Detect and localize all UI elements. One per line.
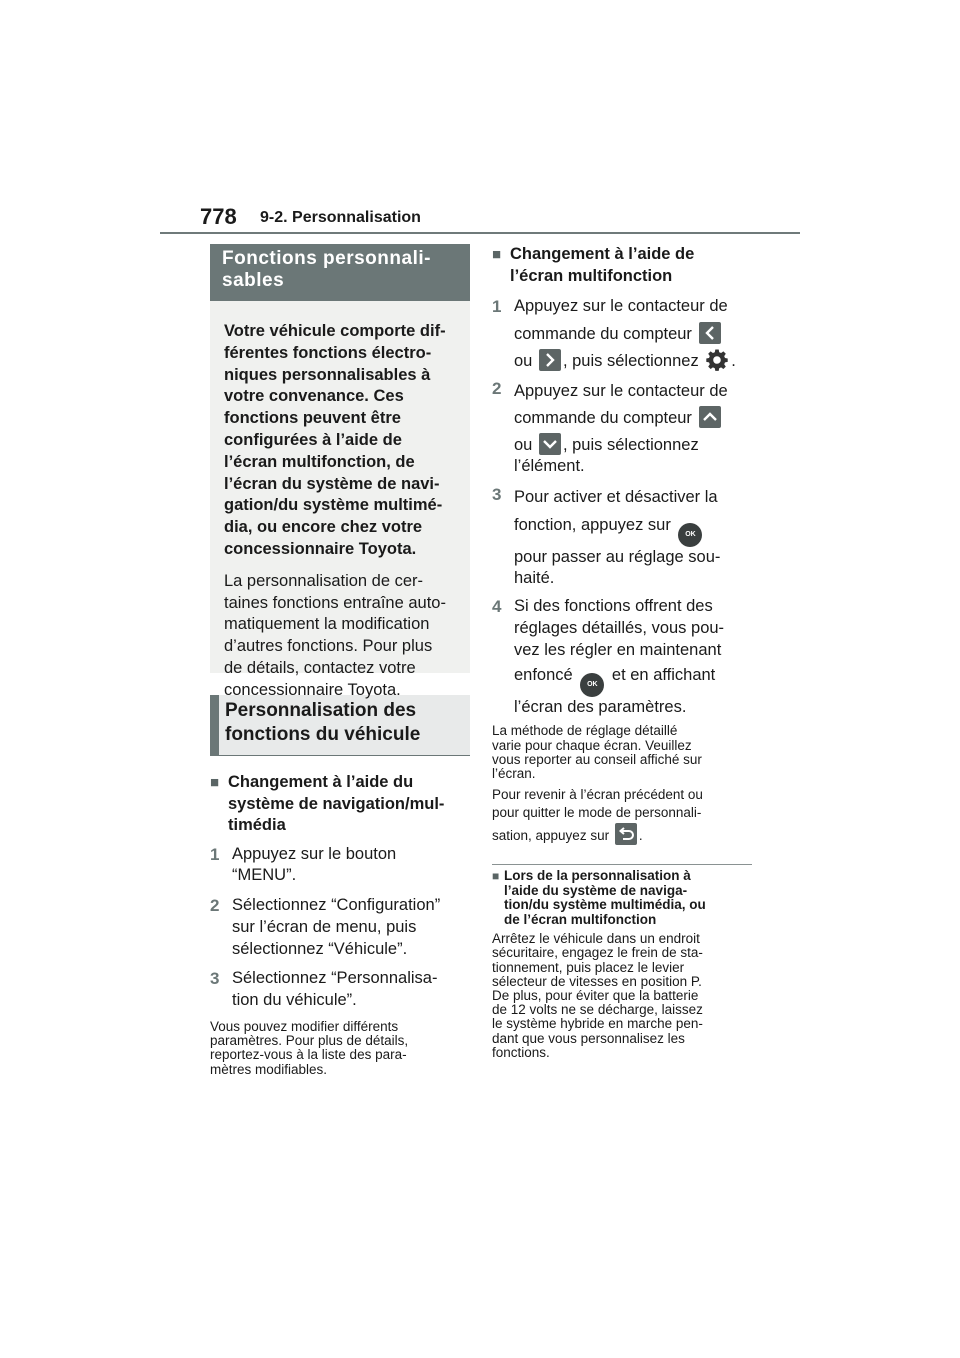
- text-line: matiquement la modification: [224, 615, 430, 634]
- text-line: de l’écran multifonction: [504, 911, 657, 927]
- functions-title: [210, 244, 470, 301]
- text-line: concessionnaire Toyota.: [224, 680, 401, 699]
- text-line: Sélectionnez “Personnalisa-: [232, 969, 438, 988]
- functions-title-line: Fonctions personnali-: [222, 248, 431, 269]
- functions-title-line: sables: [222, 270, 285, 291]
- step-number: 1: [492, 297, 502, 316]
- text-line: fonctions peuvent être: [224, 409, 401, 428]
- back-arrow-icon: [615, 823, 637, 845]
- text-line: dant que vous personnalisez les: [492, 1030, 685, 1046]
- text-line: sécuritaire, engagez le frein de sta-: [492, 945, 703, 961]
- text-line: tion/du système multimédia, ou: [504, 897, 706, 913]
- text-line: , puis sélectionnez: [562, 435, 699, 454]
- text-line: Sélectionnez “Configuration”: [232, 896, 441, 915]
- step-text: [514, 293, 736, 376]
- multi-note-1: [492, 724, 752, 781]
- text-line: sélecteur de vitesses en position P.: [492, 973, 702, 989]
- text-line: vous reporter au conseil affiché sur: [492, 751, 702, 767]
- text-line: votre convenance. Ces: [224, 387, 404, 406]
- multi-block-heading: [492, 244, 752, 287]
- text-line: sélectionnez “Véhicule”.: [232, 939, 408, 958]
- text-line: férentes fonctions électro-: [224, 343, 432, 362]
- heading-text: [510, 244, 694, 287]
- text-line: paramètres. Pour plus de détails,: [210, 1033, 409, 1049]
- text-line: Appuyez sur le contacteur de: [514, 381, 728, 400]
- text-line: gation/du système multimé-: [224, 496, 443, 515]
- step-number: 1: [210, 844, 220, 864]
- text-line: , puis sélectionnez: [562, 352, 699, 370]
- text-line: dia, ou encore chez votre: [224, 518, 423, 537]
- text-line: La méthode de réglage détaillé: [492, 723, 678, 739]
- text-line: commande du compteur: [514, 409, 692, 427]
- text-line: Si des fonctions offrent des: [514, 597, 713, 616]
- text-line: l’écran du système de navi-: [224, 474, 440, 493]
- intro-bold: [224, 321, 456, 561]
- text-line: fonction, appuyez sur: [514, 515, 671, 534]
- text-line: l’écran des paramètres.: [514, 697, 687, 716]
- heading-text: [504, 869, 706, 927]
- step-number: 2: [210, 896, 220, 916]
- step-text: [232, 895, 440, 960]
- text-line: Appuyez sur le contacteur de: [514, 297, 728, 315]
- text-line: commande du compteur: [514, 324, 692, 343]
- ok-button-icon: OK: [678, 523, 702, 547]
- text-line: taines fonctions entraîne auto-: [224, 593, 446, 612]
- text-line: l’écran multifonction: [510, 266, 673, 285]
- text-line: l’aide du système de naviga-: [504, 882, 688, 898]
- page-number: 778: [200, 204, 237, 229]
- caution-body: [492, 932, 752, 1060]
- text-line: réglages détaillés, vous pou-: [514, 618, 725, 637]
- text-line: ou: [514, 352, 533, 370]
- step-text: [232, 968, 437, 1012]
- chevron-right-icon: [539, 349, 561, 371]
- text-line: reportez-vous à la liste des para-: [210, 1047, 407, 1063]
- multi-step-1: [492, 293, 752, 376]
- text-line: sur l’écran de menu, puis: [232, 917, 417, 936]
- text-line: fonctions.: [492, 1044, 550, 1060]
- text-line: Pour activer et désactiver la: [514, 488, 718, 507]
- text-line: Arrêtez le véhicule dans un endroit: [492, 931, 700, 947]
- text-line: Appuyez sur le bouton: [232, 844, 397, 863]
- multi-step-4: [492, 596, 752, 718]
- text-line: tion du véhicule”.: [232, 991, 357, 1010]
- left-column: [210, 244, 470, 1077]
- nav-step: [210, 968, 470, 1012]
- text-line: d’autres fonctions. Pour plus: [224, 637, 433, 656]
- text-line: le système hybride en marche pen-: [492, 1016, 703, 1032]
- text-line: De plus, pour éviter que la batterie: [492, 988, 699, 1003]
- text-line: mètres modifiables.: [210, 1061, 328, 1077]
- multi-note-2: [492, 786, 752, 850]
- step-number: 3: [492, 485, 502, 505]
- right-column: [492, 244, 752, 1060]
- text-line: sation, appuyez sur: [492, 828, 610, 844]
- text-line: de détails, contactez votre: [224, 658, 416, 677]
- text-line: niques personnalisables à: [224, 365, 431, 384]
- vehicle-functions-title-line: Personnalisation des: [225, 700, 417, 721]
- text-line: timédia: [228, 816, 286, 834]
- text-line: Pour revenir à l’écran précédent ou: [492, 787, 703, 803]
- text-line: l’élément.: [514, 457, 585, 476]
- step-number: 3: [210, 969, 220, 989]
- text-line: “MENU”.: [232, 866, 297, 885]
- text-line: pour quitter le mode de personnali-: [492, 805, 702, 821]
- square-bullet-icon: ■: [210, 774, 220, 791]
- text-line: Lors de la personnalisation à: [504, 868, 691, 884]
- text-line: système de navigation/mul-: [228, 794, 445, 813]
- text-line: l’écran multifonction, de: [224, 452, 415, 471]
- step-text: [232, 844, 396, 888]
- chevron-down-icon: [539, 433, 561, 455]
- step-text: [514, 596, 724, 718]
- step-number: 4: [492, 597, 502, 617]
- step-text: [514, 484, 720, 590]
- text-line: .: [731, 352, 736, 370]
- heading-text: [228, 772, 444, 837]
- nav-step: [210, 844, 470, 888]
- gear-icon: [705, 348, 729, 372]
- text-line: enfoncé: [514, 665, 573, 684]
- nav-note: [210, 1020, 470, 1077]
- text-line: et en affichant: [611, 665, 716, 684]
- header-rule: [160, 232, 800, 234]
- text-line: varie pour chaque écran. Veuillez: [492, 737, 692, 753]
- multi-step-2: [492, 378, 752, 479]
- text-line: l’écran.: [492, 765, 536, 781]
- text-line: de 12 volts ne se décharge, laissez: [492, 1002, 703, 1018]
- step-number: 2: [492, 378, 502, 398]
- text-line: Votre véhicule comporte dif-: [224, 322, 446, 340]
- nav-block-heading: [210, 772, 470, 837]
- text-line: .: [638, 828, 643, 844]
- text-line: tionnement, puis placez le levier: [492, 959, 685, 975]
- multi-step-3: [492, 484, 752, 590]
- intro-normal: [224, 571, 456, 702]
- text-line: La personnalisation de cer-: [224, 571, 424, 590]
- text-line: haité.: [514, 569, 555, 588]
- vehicle-functions-title: [210, 695, 470, 756]
- section-title: 9-2. Personnalisation: [260, 209, 421, 226]
- text-line: pour passer au réglage sou-: [514, 547, 721, 566]
- nav-step: [210, 895, 470, 960]
- chevron-up-icon: [699, 406, 721, 428]
- ok-button-icon: OK: [580, 673, 604, 697]
- text-line: Changement à l’aide du: [228, 773, 414, 791]
- text-line: Vous pouvez modifier différents: [210, 1019, 399, 1035]
- square-bullet-icon: ■: [492, 869, 500, 884]
- chevron-left-icon: [699, 322, 721, 344]
- step-text: [514, 378, 728, 479]
- text-line: ou: [514, 435, 533, 454]
- vehicle-functions-title-line: fonctions du véhicule: [225, 723, 421, 745]
- square-bullet-icon: ■: [492, 246, 502, 263]
- text-line: configurées à l’aide de: [224, 430, 402, 449]
- text-line: Changement à l’aide de: [510, 245, 695, 263]
- caution-heading: [492, 869, 752, 927]
- intro-box: [210, 301, 470, 699]
- text-line: concessionnaire Toyota.: [224, 539, 417, 558]
- text-line: vez les régler en maintenant: [514, 640, 722, 659]
